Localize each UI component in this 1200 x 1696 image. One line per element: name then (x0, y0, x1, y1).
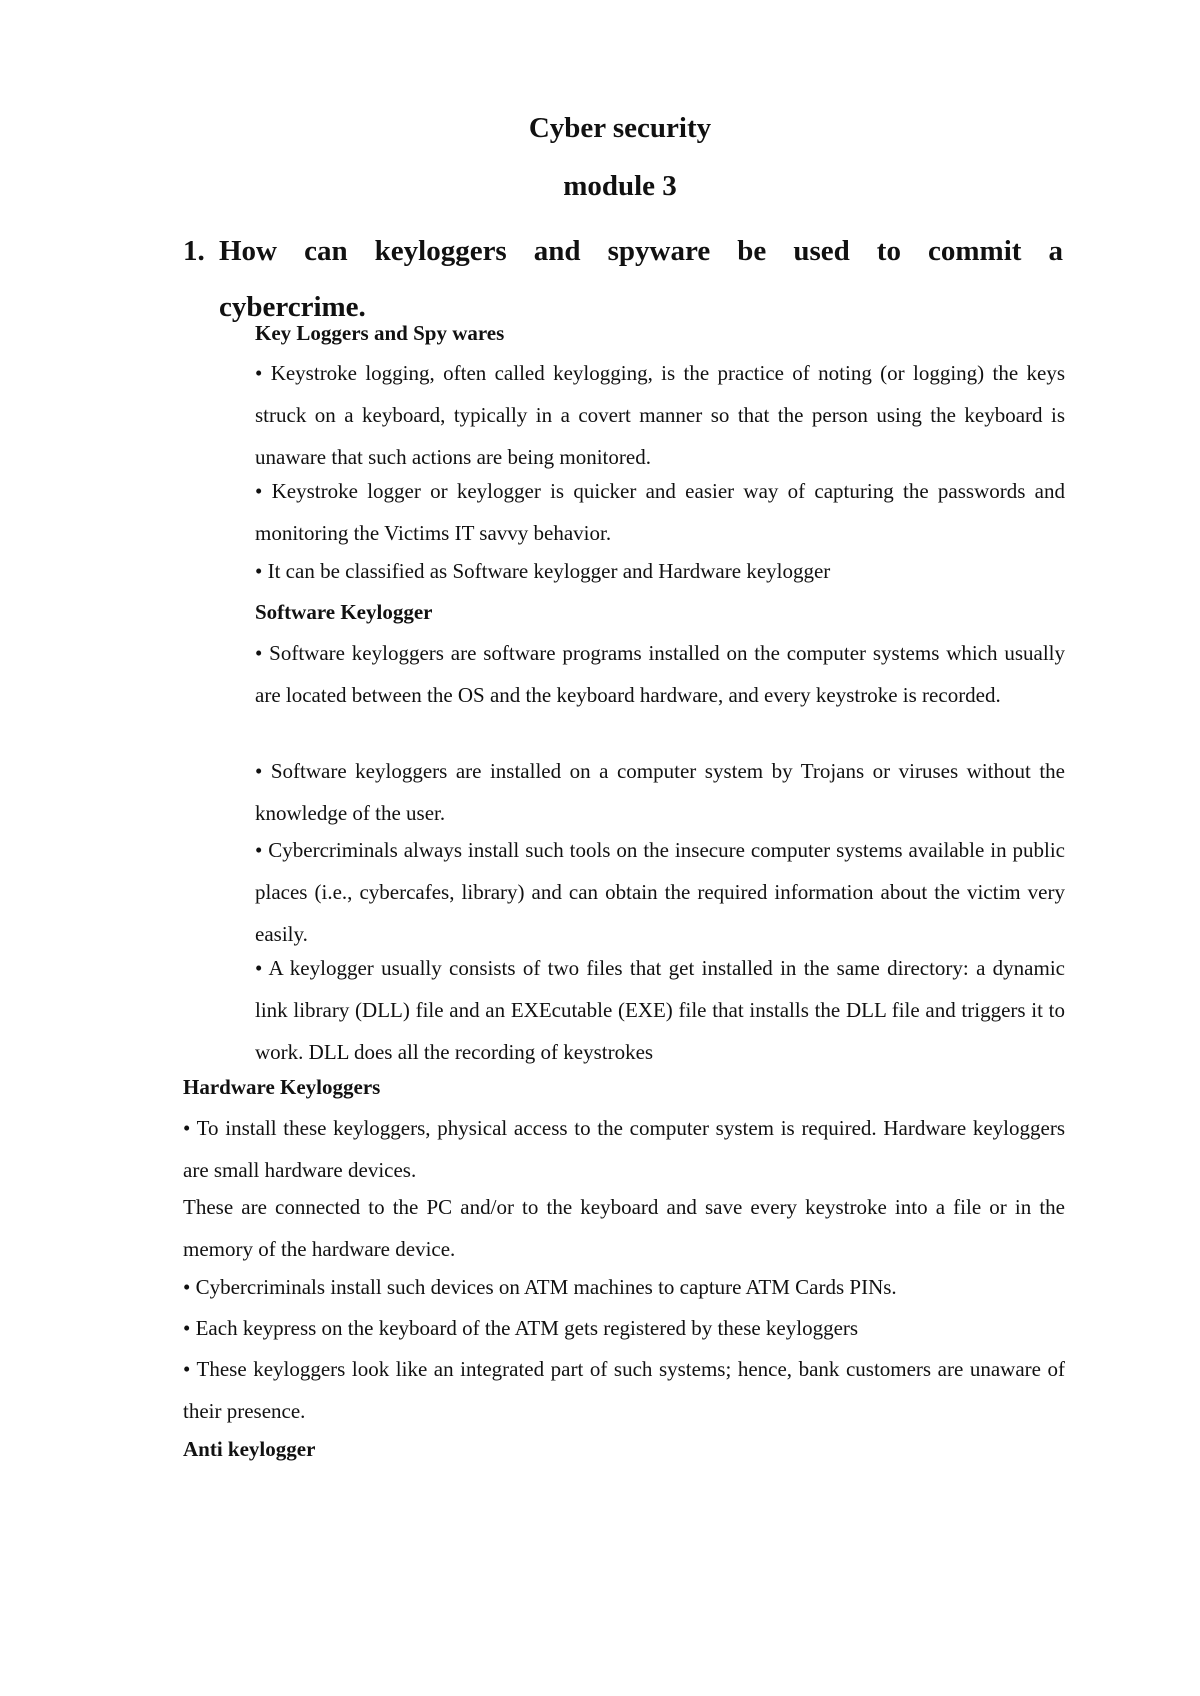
section-heading-hardware-keyloggers: Hardware Keyloggers (183, 1075, 381, 1099)
hardware-paragraph-2: These are connected to the PC and/or to the keyboard and save every keystroke into a file or in the memory of the hardware device. (183, 1195, 1065, 1261)
document-title: Cyber security (528, 112, 712, 144)
software-paragraph-2: • Software keyloggers are installed on a computer system by Trojans or viruses without the knowledge of the user. (255, 759, 1065, 825)
question-text-line-2: cybercrime. (219, 291, 366, 323)
software-paragraph-4: • A keylogger usually consists of two files that get installed in the same directory: a dynamic link library (DLL) file and an EXEcutable (EXE) file that installs the DLL file and triggers it to work. DLL does all the recording of keystrokes (255, 956, 1065, 1064)
hardware-paragraph-1: • To install these keyloggers, physical access to the computer system is required. Hardware keyloggers are small hardware devices. (183, 1116, 1065, 1182)
software-paragraph-1: • Software keyloggers are software programs installed on the computer systems which usually are located between the OS and the keyboard hardware, and every keystroke is recorded. (255, 641, 1065, 707)
question-number: 1. (183, 235, 205, 267)
key-loggers-paragraph-3: • It can be classified as Software keylogger and Hardware keylogger (255, 559, 831, 583)
hardware-paragraph-4: • Each keypress on the keyboard of the ATM gets registered by these keyloggers (183, 1316, 859, 1340)
hardware-paragraph-5: • These keyloggers look like an integrated part of such systems; hence, bank customers are unaware of their presence. (183, 1357, 1065, 1423)
key-loggers-paragraph-1: • Keystroke logging, often called keylogging, is the practice of noting (or logging) the keys struck on a keyboard, typically in a covert manner so that the person using the keyboard is unaware that such actions are being monitored. (255, 361, 1065, 469)
section-heading-key-loggers: Key Loggers and Spy wares (255, 321, 505, 345)
question-text-line-1: How can keyloggers and spyware be used to commit a (219, 235, 1063, 267)
section-heading-anti-keylogger: Anti keylogger (183, 1437, 316, 1461)
key-loggers-paragraph-2: • Keystroke logger or keylogger is quicker and easier way of capturing the passwords and monitoring the Victims IT savvy behavior. (255, 479, 1065, 545)
section-heading-software-keylogger: Software Keylogger (255, 600, 433, 624)
software-paragraph-3: • Cybercriminals always install such tools on the insecure computer systems available in public places (i.e., cybercafes, library) and can obtain the required information about the victim very easily. (255, 838, 1065, 946)
hardware-paragraph-3: • Cybercriminals install such devices on ATM machines to capture ATM Cards PINs. (183, 1275, 897, 1299)
document-subtitle: module 3 (563, 170, 677, 202)
